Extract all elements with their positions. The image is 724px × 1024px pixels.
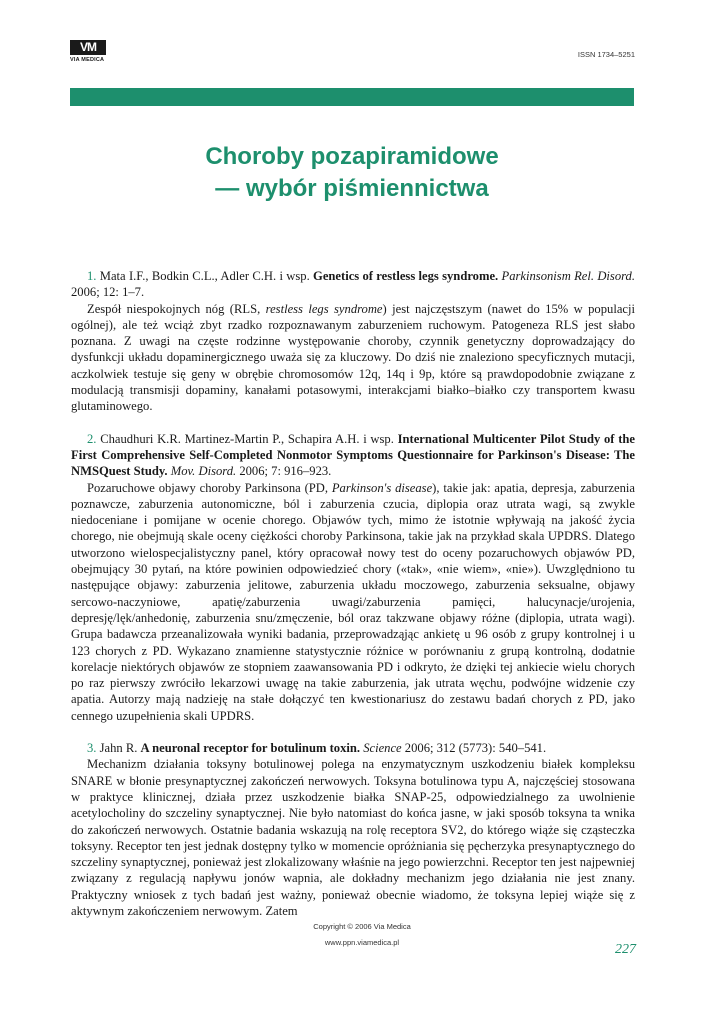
authors: Jahn R.: [99, 741, 138, 756]
page-title: [70, 141, 634, 205]
summary-paragraph: [71, 301, 635, 415]
issn-label: ISSN 1734–5251: [577, 50, 635, 59]
journal-name: Parkinsonism Rel. Disord.: [501, 269, 635, 283]
header-band: [70, 88, 634, 106]
article-title: International Multicenter Pilot Study of the First Comprehensive Self-Completed Nonmotor Symptoms Questionnaire for Parkinson's Disease: The NMSQuest Study.: [71, 431, 635, 479]
entry-number: 3.: [87, 741, 97, 756]
citation: 2006; 312 (5773): 540–541.: [404, 741, 547, 756]
summary-text: ), takie jak: apatia, depresja, zaburzenia poznawcze, zaburzenia autonomiczne, ból i zaburzenia czucia, diplopia oraz utrata wagi, są zwykle niedoceniane i pomijane w ocenie chorego. Objawów tych, mimo że istotnie wpływają na jakość życia chorego, nie obejmują skale oceny ciężkości choroby Parkinsona, takie jak na przykład skala UPDRS. Dlatego utworzono wielospecjalistyczny panel, który opracował nowy test do oceny pozaruchowych objawów PD, obejmujący 30 pytań, na które powinien odpowiedzieć chory («tak», «nie wiem», «nie»). Uwzględniono tu następujące objawy: zaburzenia jelitowe, zaburzenia układu moczowego, zaburzenia seksualne, objawy sercowo-naczyniowe, apatię/zaburzenia uwagi/zaburzenia pamięci, halucynacje/urojenia, depresję/lęk/anhedonię, zaburzenia snu/zmęczenie, ból oraz takzwane objawy różne (diplopia, utrata wagi). Grupa badawcza przeanalizowała wyniki badania, przeprowadząjąc ankietę u 96 osób z grupy kontrolnej i u 123 chorych z PD. Wykazano znamienne statystycznie różnice w porównaniu z grupą kontrolną, dodatnie korelacje niektórych objawów ze stopniem zaawansowania PD i odkryto, że dzięki tej ankiecie wielu chorych po raz pierwszy zwróciło lekarzowi uwagę na takie zaburzenia, jak utrata węchu, podwójne widzenie czy apatia. Autorzy mają nadzieję na stałe dołączyć ten kwestionariusz do zestawu badań chorych z PD, jako cennego uzupełnienia skali UPDRS.: [71, 480, 635, 723]
reference: [71, 431, 635, 480]
citation: 2006; 12: 1–7.: [71, 285, 145, 300]
bibliography-entry-3: [71, 740, 635, 919]
page-number: 227: [615, 942, 636, 957]
bibliography-entry-2: [71, 431, 635, 724]
logo-mark: VM: [70, 40, 106, 55]
website-link[interactable]: www.ppn.viamedica.pl: [324, 938, 400, 947]
article-body: [71, 268, 635, 935]
summary-text: ) jest najczęstszym (nawet do 15% w populacji ogólnej), ale też wciąż zbyt rzadko rozpoznawanym zaburzeniem ruchowym. Patogeneza RLS jest słabo poznana. Z uwagi na częste rodzinne występowanie choroby, czynnik genetyczny doprowadzający do dysfunkcji układu dopaminergicznego uważa się za kluczowy. Do dziś nie znaleziono specyficznych mutacji, aczkolwiek testuje się geny w obrębie chromosomów 12q, 14q i 9p, które są prawdopodobnie związane z modulacją transmisji dopaminy, kanałami potasowymi, interakcjami białko–białko czy transportem kwasu glutaminowego.: [71, 301, 635, 414]
reference: [71, 740, 635, 756]
summary-italic-term: Parkinson's disease: [331, 480, 433, 495]
copyright-notice: Copyright © 2006 Via Medica: [313, 922, 411, 931]
article-title: Genetics of restless legs syndrome.: [313, 269, 499, 283]
page-title-line-1: Choroby pozapiramidowe: [205, 143, 499, 170]
entry-number: 1.: [87, 269, 97, 283]
logo-text: VIA MEDICA: [70, 57, 105, 63]
journal-name: Science: [363, 741, 402, 756]
entry-number: 2.: [87, 431, 97, 446]
summary-text: Mechanizm działania toksyny botulinowej polega na enzymatycznym uszkodzeniu białek kompleksu SNARE w błonie presynaptycznej zakończeń nerwowych. Toksyna botulinowa typu A, najczęściej stosowana w praktyce klinicznej, działa przez uszkodzenie białka SNAP-25, odpowiedzialnego za uwolnienie acetylocholiny do szczeliny synaptycznej. Nie było natomiast do końca jasne, w jaki sposób toksyna ta wnika do zakończeń nerwowych. Ostatnie badania wskazują na rolę receptora SV2, do którego wiąże się cząsteczka toksyny. Receptor ten jest jednak dostępny tylko w momencie opróżniania się pęcherzyka presynaptycznego do szczeliny synaptycznej, ponieważ jest zlokalizowany właśnie na jego powierzchni. Receptor ten jest najpewniej związany z regulacją napływu jonów wapnia, ale dokładny mechanizm jego działania nie jest znany. Praktyczny wniosek z tych badań jest ważny, ponieważ obecnie wiadomo, że toksyna lepiej wiąże się z aktywnym zakończeniem nerwowym. Zatem: [71, 757, 635, 918]
authors: Mata I.F., Bodkin C.L., Adler C.H. i wsp.: [99, 269, 310, 283]
summary-italic-term: restless legs syndrome: [265, 301, 383, 316]
page-title-line-2: — wybór piśmiennictwa: [215, 175, 489, 202]
authors: Chaudhuri K.R. Martinez-Martin P., Schapira A.H. i wsp.: [100, 431, 394, 446]
bibliography-entry-1: [71, 268, 635, 415]
summary-text: Zespół niespokojnych nóg (RLS,: [87, 301, 266, 316]
via-medica-logo: [70, 38, 130, 63]
citation: 2006; 7: 916–923.: [239, 464, 332, 479]
summary-paragraph: [71, 480, 635, 724]
journal-name: Mov. Disord.: [170, 464, 237, 479]
article-title: A neuronal receptor for botulinum toxin.: [140, 741, 361, 756]
reference: [71, 268, 635, 301]
summary-text: Pozaruchowe objawy choroby Parkinsona (PD,: [87, 480, 332, 495]
summary-paragraph: [71, 756, 635, 919]
